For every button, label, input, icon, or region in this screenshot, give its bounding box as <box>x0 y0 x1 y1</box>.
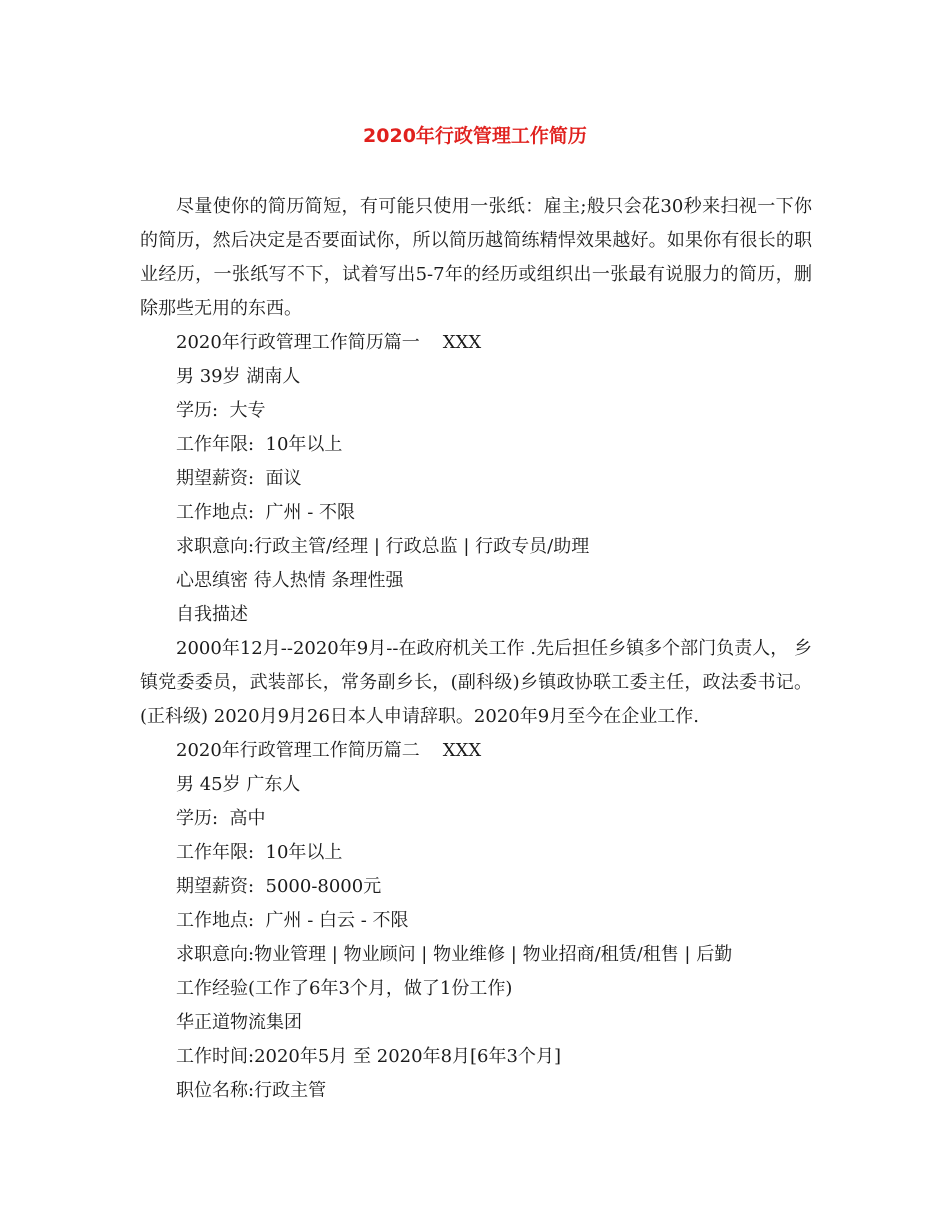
resume-two-position: 职位名称:行政主管 <box>176 1080 327 1101</box>
resume-one-traits: 心思缜密 待人热情 条理性强 <box>176 570 404 591</box>
resume-one-salary: 期望薪资: 面议 <box>176 468 302 489</box>
resume-two-company: 华正道物流集团 <box>176 1012 302 1033</box>
resume-two-education: 学历: 高中 <box>176 808 266 829</box>
resume-one-education: 学历: 大专 <box>176 400 266 421</box>
resume-two-salary: 期望薪资: 5000-8000元 <box>176 876 382 897</box>
intro-paragraph: 尽量使你的简历简短，有可能只使用一张纸：雇主;般只会花30秒来扫视一下你的简历，然后决定是否要面试你，所以简历越简练精悍效果越好。如果你有很长的职业经历，一张纸写不下，试着写出5-7年的经历或组织出一张最有说服力的简历，删除那些无用的东西。 <box>140 196 812 319</box>
resume-two-work-time: 工作时间:2020年5月 至 2020年8月[6年3个月] <box>176 1046 561 1067</box>
resume-one-location: 工作地点: 广州 - 不限 <box>176 502 356 523</box>
resume-one-basic-info: 男 39岁 湖南人 <box>176 366 301 387</box>
resume-one-intent: 求职意向:行政主管/经理 | 行政总监 | 行政专员/助理 <box>176 536 590 557</box>
resume-two-heading: 2020年行政管理工作简历篇二 XXX <box>176 740 482 761</box>
resume-two-basic-info: 男 45岁 广东人 <box>176 774 301 795</box>
resume-one-heading: 2020年行政管理工作简历篇一 XXX <box>176 332 482 353</box>
document-body <box>140 190 812 1108</box>
resume-two-intent: 求职意向:物业管理 | 物业顾问 | 物业维修 | 物业招商/租赁/租售 | 后勤 <box>176 944 733 965</box>
resume-two-experience-summary: 工作经验(工作了6年3个月，做了1份工作) <box>176 978 513 999</box>
resume-one-self-desc-heading: 自我描述 <box>176 604 248 625</box>
document-title: 2020年行政管理工作简历 <box>363 125 587 147</box>
resume-two-location: 工作地点: 广州 - 白云 - 不限 <box>176 910 409 931</box>
resume-one-experience-paragraph: 2000年12月--2020年9月--在政府机关工作 .先后担任乡镇多个部门负责人， 乡镇党委委员，武装部长，常务副乡长，(副科级)乡镇政协联工委主任，政法委书记。(正科级) 2020月9月26日本人申请辞职。2020年9月至今在企业工作. <box>140 638 812 727</box>
resume-one-work-years: 工作年限: 10年以上 <box>176 434 343 455</box>
resume-two-work-years: 工作年限: 10年以上 <box>176 842 343 863</box>
